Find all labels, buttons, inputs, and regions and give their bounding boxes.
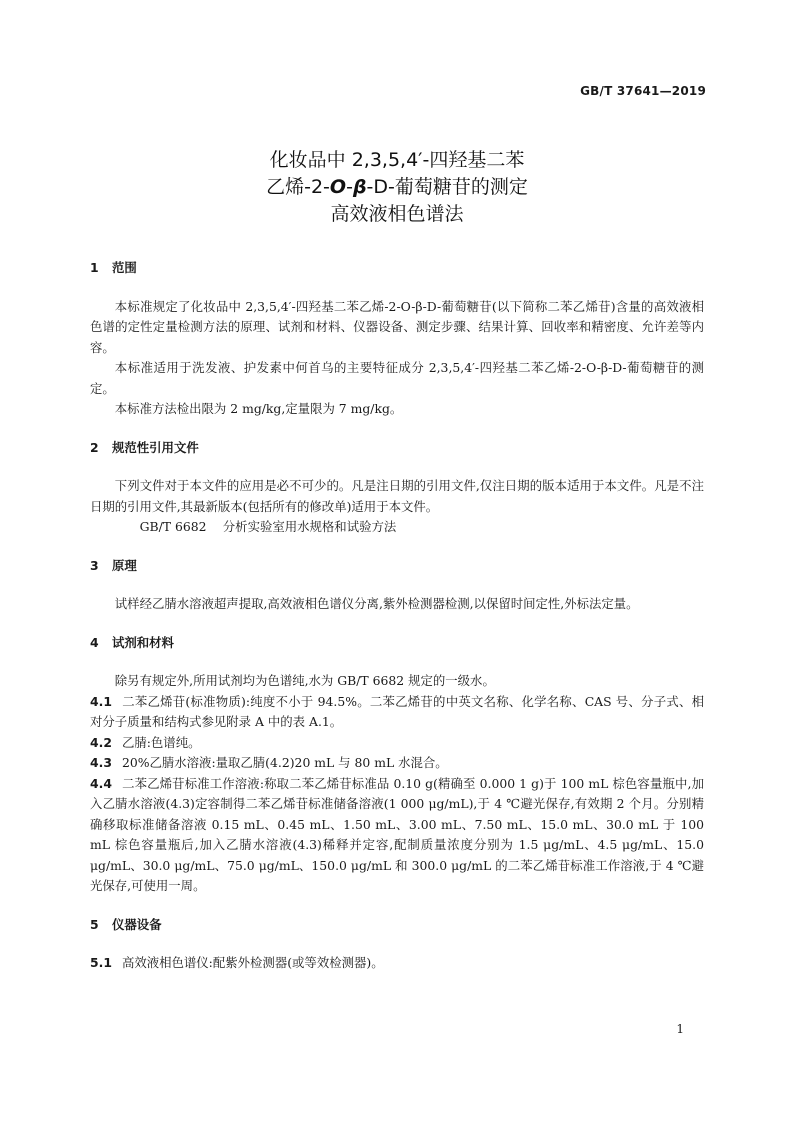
reagent-item-4-4: 4.4 二苯乙烯苷标准工作溶液:称取二苯乙烯苷标准品 0.10 g(精确至 0.000 1 g)于 100 mL 棕色容量瓶中,加入乙腈水溶液(4.3)定容制得二苯乙烯苷标准储备溶液(1 000 μg/mL),于 4 ℃避光保存,有效期 2 个月。分别精确移取标准储备溶液 0.15 mL、0.45 mL、1.50 mL、3.00 mL、7.50 mL、15.0 mL、30.0 mL 于 100 mL 棕色容量瓶后,加入乙腈水溶液(4.3)稀释并定容,配制质量浓度分别为 1.5 μg/mL、4.5 μg/mL、15.0 μg/mL、30.0 μg/mL、75.0 μg/mL、150.0 μg/mL 和 300.0 μg/mL 的二苯乙烯苷标准工作溶液,于 4 ℃避光保存,可使用一周。 [90,775,704,893]
section-heading-normative-references: 2 规范性引用文件 [90,439,199,455]
reagent-item-4-1: 4.1 二苯乙烯苷(标准物质):纯度不小于 94.5%。二苯乙烯苷的中英文名称、化学名称、CAS 号、分子式、相对分子质量和结构式参见附录 A 中的表 A.1。 [90,693,704,729]
reagents-intro: 除另有规定外,所用试剂均为色谱纯,水为 GB/T 6682 规定的一级水。 [114,673,495,688]
reference-entry: GB/T 6682 分析实验室用水规格和试验方法 [139,519,397,534]
reagent-item-4-3: 4.3 20%乙腈水溶液:量取乙腈(4.2)20 mL 与 80 mL 水混合。 [90,755,448,770]
page-number: 1 [676,1022,684,1036]
apparatus-item-5-1: 5.1 高效液相色谱仪:配紫外检测器(或等效检测器)。 [90,955,384,970]
section-heading-principle: 3 原理 [90,557,137,573]
references-paragraph: 下列文件对于本文件的应用是必不可少的。凡是注日期的引用文件,仅注日期的版本适用于本文件。凡是不注日期的引用文件,其最新版本(包括所有的修改单)适用于本文件。 [90,478,704,514]
section-heading-reagents: 4 试剂和材料 [90,634,174,650]
title-line-3: 高效液相色谱法 [330,203,464,225]
section-heading-scope: 1 范围 [90,260,137,275]
title-line-2: 乙烯-2-O-β-D-葡萄糖苷的测定 [266,176,528,198]
scope-paragraph-2: 本标准适用于洗发液、护发素中何首乌的主要特征成分 2,3,5,4′-四羟基二苯乙烯-2-O-β-D-葡萄糖苷的测定。 [90,360,704,396]
scope-paragraph-1: 本标准规定了化妆品中 2,3,5,4′-四羟基二苯乙烯-2-O-β-D-葡萄糖苷(以下简称二苯乙烯苷)含量的高效液相色谱的定性定量检测方法的原理、试剂和材料、仪器设备、测定步骤、结果计算、回收率和精密度、允许差等内容。 [90,298,704,355]
title-line-1: 化妆品中 2,3,5,4′-四羟基二苯 [269,149,525,171]
reagent-item-4-2: 4.2 乙腈:色谱纯。 [90,734,201,750]
document-title [0,147,794,228]
standard-code: GB/T 37641—2019 [580,84,706,98]
scope-paragraph-3: 本标准方法检出限为 2 mg/kg,定量限为 7 mg/kg。 [114,401,403,416]
principle-paragraph: 试样经乙腈水溶液超声提取,高效液相色谱仪分离,紫外检测器检测,以保留时间定性,外标法定量。 [114,596,639,611]
document-body [90,258,704,974]
section-heading-apparatus: 5 仪器设备 [90,916,162,932]
